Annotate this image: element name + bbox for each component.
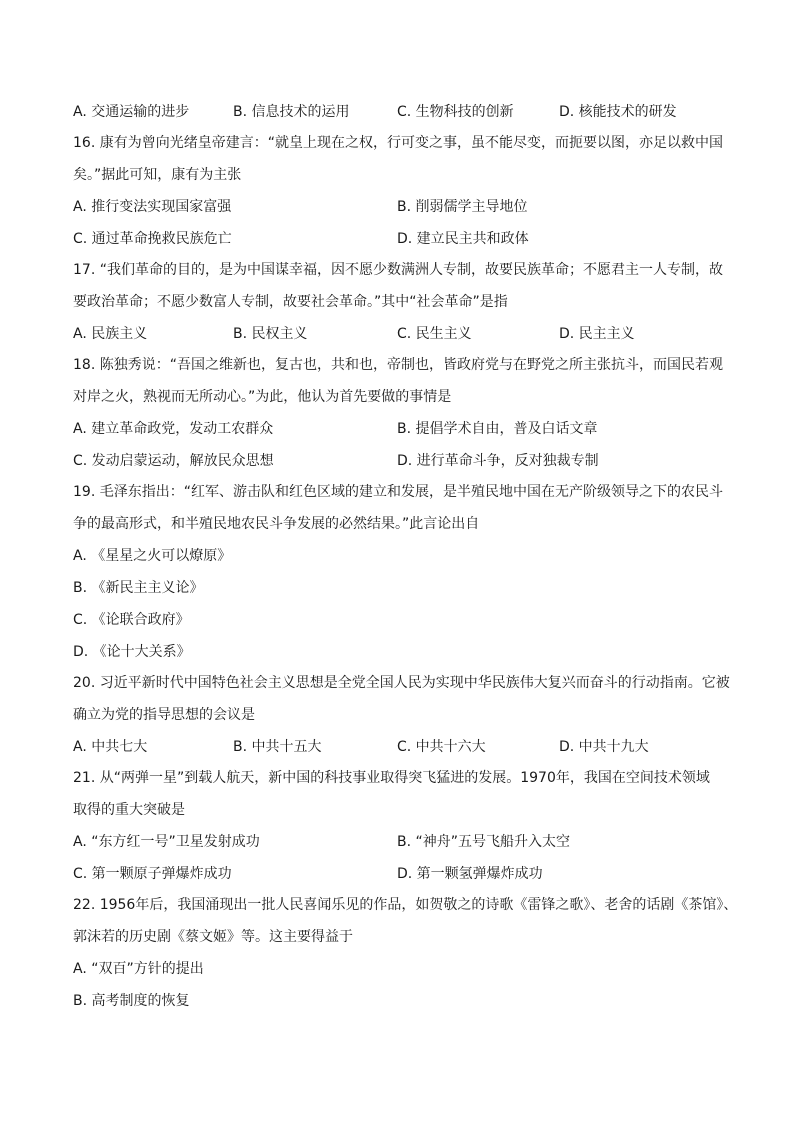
q21-option-c[interactable]: C. 第一颗原子弹爆炸成功 [73,866,232,882]
q20-option-c[interactable]: C. 中共十六大 [397,739,486,755]
q21-option-a[interactable]: A. “东方红一号”卫星发射成功 [73,834,260,850]
q16-stem-line-2: 矣。”据此可知，康有为主张 [73,167,242,183]
q17-option-b[interactable]: B. 民权主义 [233,326,308,342]
q20-option-a[interactable]: A. 中共七大 [73,739,148,755]
q20-option-b[interactable]: B. 中共十五大 [233,739,322,755]
q18-option-b[interactable]: B. 提倡学术自由，普及白话文章 [397,421,598,437]
q19-stem-line-2: 争的最高形式，和半殖民地农民斗争发展的必然结果。”此言论出自 [73,516,480,532]
q19-option-a[interactable]: A. 《星星之火可以燎原》 [73,548,232,564]
q21-stem-line-1: 21. 从“两弹一星”到载人航天，新中国的科技事业取得突飞猛进的发展。1970年，我国在空间技术领域 [73,770,710,786]
q22-stem-line-2: 郭沫若的历史剧《蔡文姬》等。这主要得益于 [73,929,353,945]
q20-option-d[interactable]: D. 中共十九大 [559,739,649,755]
q17-option-a[interactable]: A. 民族主义 [73,326,148,342]
q18-option-d[interactable]: D. 进行革命斗争，反对独裁专制 [397,453,599,469]
q15-option-b[interactable]: B. 信息技术的运用 [233,104,350,120]
q19-option-c[interactable]: C. 《论联合政府》 [73,612,190,628]
q22-stem-line-1: 22. 1956年后，我国涌现出一批人民喜闻乐见的作品，如贺敬之的诗歌《雷锋之歌》、老舍的话剧《茶馆》、 [73,897,738,913]
q16-option-a[interactable]: A. 推行变法实现国家富强 [73,199,232,215]
q22-option-a[interactable]: A. “双百”方针的提出 [73,961,204,977]
q15-option-c[interactable]: C. 生物科技的创新 [397,104,514,120]
q16-option-d[interactable]: D. 建立民主共和政体 [397,231,529,247]
q18-stem-line-1: 18. 陈独秀说：“吾国之维新也，复古也，共和也，帝制也，皆政府党与在野党之所主张抗斗，而国民若观 [73,357,723,373]
q16-stem-line-1: 16. 康有为曾向光绪皇帝建言：“就皇上现在之权，行可变之事，虽不能尽变，而扼要以图，亦足以救中国 [73,135,723,151]
q17-option-c[interactable]: C. 民生主义 [397,326,472,342]
q17-option-d[interactable]: D. 民主主义 [559,326,635,342]
q19-option-b[interactable]: B. 《新民主主义论》 [73,580,204,596]
q21-stem-line-2: 取得的重大突破是 [73,802,185,818]
q19-stem-line-1: 19. 毛泽东指出：“红军、游击队和红色区域的建立和发展，是半殖民地中国在无产阶级领导之下的农民斗 [73,484,723,500]
q21-option-d[interactable]: D. 第一颗氢弹爆炸成功 [397,866,543,882]
q17-stem-line-1: 17. “我们革命的目的，是为中国谋幸福，因不愿少数满洲人专制，故要民族革命；不愿君主一人专制，故 [73,262,723,278]
q18-stem-line-2: 对岸之火，熟视而无所动心。”为此，他认为首先要做的事情是 [73,389,452,405]
q22-option-b[interactable]: B. 高考制度的恢复 [73,993,190,1009]
q18-option-c[interactable]: C. 发动启蒙运动，解放民众思想 [73,453,274,469]
q21-option-b[interactable]: B. “神舟”五号飞船升入太空 [397,834,571,850]
q16-option-c[interactable]: C. 通过革命挽救民族危亡 [73,231,232,247]
q15-option-a[interactable]: A. 交通运输的进步 [73,104,190,120]
q18-option-a[interactable]: A. 建立革命政党，发动工农群众 [73,421,274,437]
q15-option-d[interactable]: D. 核能技术的研发 [559,104,677,120]
q16-option-b[interactable]: B. 削弱儒学主导地位 [397,199,528,215]
q19-option-d[interactable]: D. 《论十大关系》 [73,644,191,660]
q20-stem-line-1: 20. 习近平新时代中国特色社会主义思想是全党全国人民为实现中华民族伟大复兴而奋斗的行动指南。它被 [73,675,730,691]
q17-stem-line-2: 要政治革命；不愿少数富人专制，故要社会革命。”其中“社会革命”是指 [73,294,508,310]
q20-stem-line-2: 确立为党的指导思想的会议是 [73,707,255,723]
